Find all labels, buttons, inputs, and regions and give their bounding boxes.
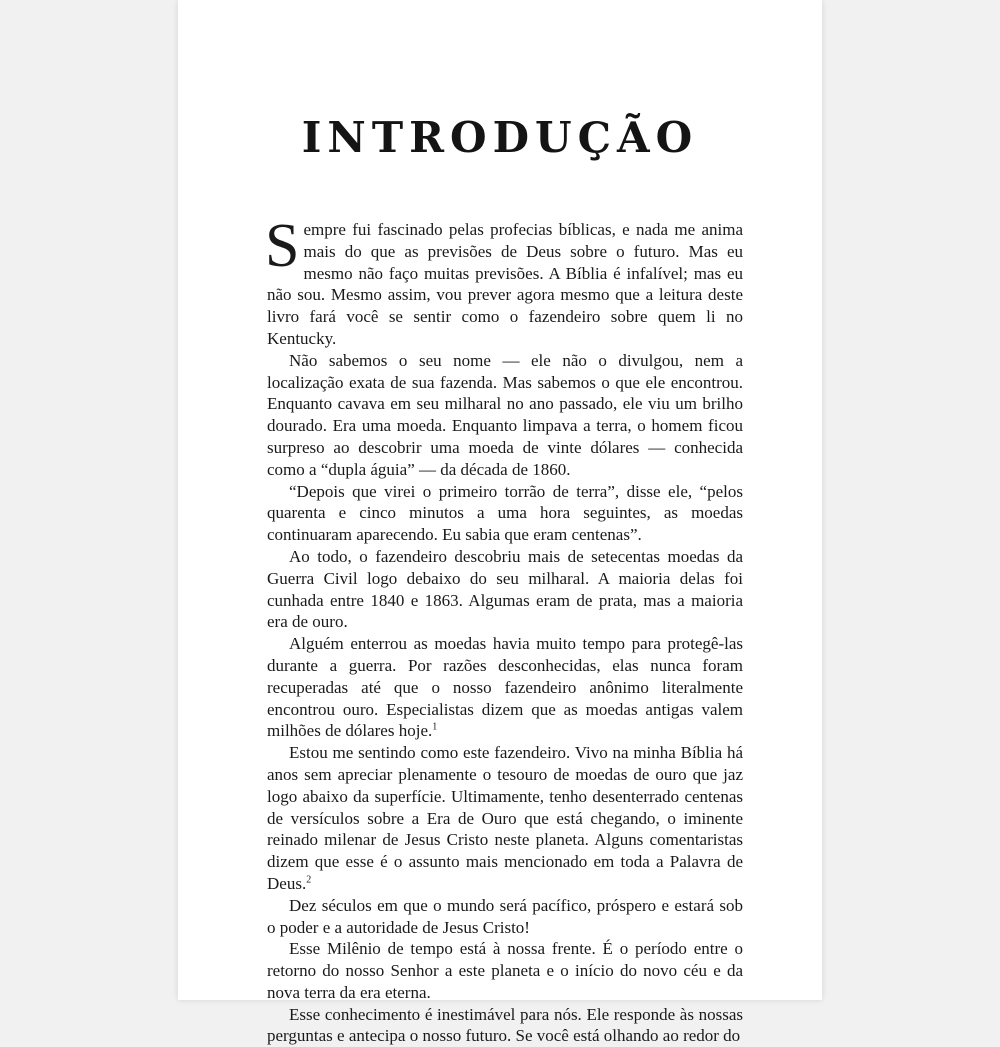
body-text: [265, 212, 743, 1047]
footnote-marker: 1: [432, 721, 438, 733]
paragraph-text: Não sabemos o seu nome — ele não o divulgou, nem a localização exata de sua fazenda. Mas sabemos o que ele encontrou. Enquanto cavava em seu milharal no ano passado, ele viu um brilho dourado. Era uma moeda. Enquanto limpava a terra, o homem ficou surpreso ao descobrir uma moeda de vinte dólares — conhecida como a “dupla águia” — da década de 1860.: [267, 350, 743, 479]
paragraph-text: Esse conhecimento é inestimável para nós. Ele responde às nossas perguntas e antecipa o nosso futuro. Se você está olhando ao redor do: [267, 1004, 743, 1046]
paragraph-2: [267, 350, 743, 481]
paragraph-4: [267, 546, 743, 633]
paragraph-text: Ao todo, o fazendeiro descobriu mais de setecentas moedas da Guerra Civil logo debaixo do seu milharal. A maioria delas foi cunhada entre 1840 e 1863. Algumas eram de prata, mas a maioria era de ouro.: [267, 546, 743, 632]
chapter-title: INTRODUÇÃO: [301, 113, 699, 162]
paragraph-text: Estou me sentindo como este fazendeiro. Vivo na minha Bíblia há anos sem apreciar plenamente o tesouro de moedas de ouro que jaz logo abaixo da superfície. Ultimamente, tenho desenterrado centenas de versículos sobre a Era de Ouro que está chegando, o iminente reinado milenar de Jesus Cristo neste planeta. Alguns comentaristas dizem que esse é o assunto mais mencionado em toda a Palavra de Deus.: [267, 743, 743, 893]
paragraph-6: [267, 742, 743, 895]
paragraph-3: [267, 481, 743, 546]
paragraph-7: [267, 895, 743, 939]
paragraph-text: Dez séculos em que o mundo será pacífico, próspero e estará sob o poder e a autoridade de Jesus Cristo!: [267, 895, 743, 937]
paragraph-9: [267, 1004, 743, 1047]
paragraph-text: Esse Milênio de tempo está à nossa frente. É o período entre o retorno do nosso Senhor a este planeta e o início do novo céu e da nova terra da era eterna.: [267, 939, 743, 1002]
paragraph-8: [267, 938, 743, 1003]
paragraph-text: empre fui fascinado pelas profecias bíblicas, e nada me anima mais do que as previsões de Deus sobre o futuro. Mas eu mesmo não faço muitas previsões. A Bíblia é infalível; mas eu não sou. Mesmo assim, vou prever agora mesmo que a leitura deste livro fará você se sentir como o fazendeiro sobre quem li no Kentucky.: [267, 220, 743, 348]
footnote-marker: 2: [306, 874, 312, 886]
paragraph-text: Alguém enterrou as moedas havia muito tempo para protegê-las durante a guerra. Por razões desconhecidas, elas nunca foram recuperadas até que o nosso fazendeiro anônimo literalmente encontrou ouro. Especialistas dizem que as moedas antigas valem milhões de dólares hoje.: [267, 634, 743, 741]
book-page: [178, 0, 822, 1046]
paragraph-5: [267, 633, 743, 742]
paragraph-text: “Depois que virei o primeiro torrão de terra”, disse ele, “pelos quarenta e cinco minutos a uma hora seguintes, as moedas continuaram aparecendo. Eu sabia que eram centenas”.: [267, 481, 743, 545]
paragraph-1: [265, 212, 743, 350]
drop-cap: S: [265, 212, 300, 280]
